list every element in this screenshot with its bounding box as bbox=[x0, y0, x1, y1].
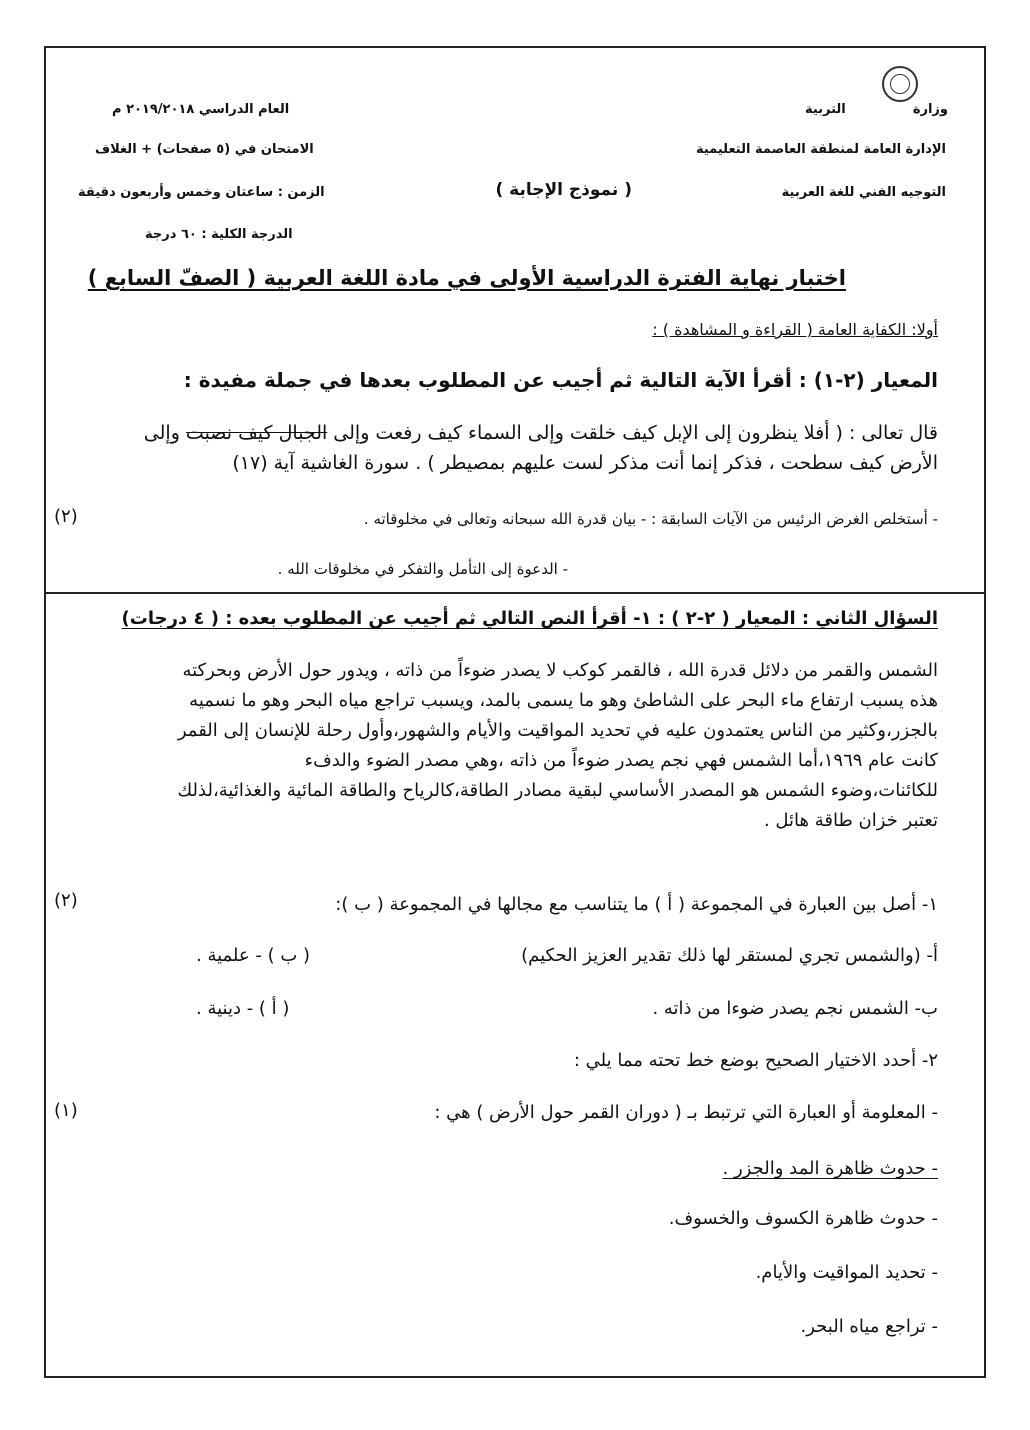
option-timings: - تحديد المواقيت والأيام. bbox=[755, 1262, 938, 1283]
exam-title: اختبار نهاية الفترة الدراسية الأولى في مادة اللغة العربية ( الصفّ السابع ) bbox=[87, 266, 846, 290]
verse-line-1-struck: الجبال كيف نصبت bbox=[185, 422, 328, 444]
section-divider bbox=[44, 592, 986, 594]
passage-line: الشمس والقمر من دلائل قدرة الله ، فالقمر كوكب لا يصدر ضوءاً من ذاته ، ويدور حول الأرض وبحركته bbox=[182, 660, 938, 681]
supervision-label: التوجيه الفني للغة العربية bbox=[781, 185, 946, 200]
option-eclipse: - حدوث ظاهرة الكسوف والخسوف. bbox=[668, 1208, 938, 1229]
verse-line-2: الأرض كيف سطحت ، فذكر إنما أنت مذكر لست عليهم بمصيطر ) . سورة الغاشية آية (١٧) bbox=[232, 452, 938, 474]
verse-line-1 bbox=[144, 422, 938, 444]
match-a-statement: أ- (والشمس تجري لمستقر لها ذلك تقدير العزيز الحكيم) bbox=[521, 945, 938, 966]
section-two-heading: السؤال الثاني : المعيار ( ٢-٢ ) : ١- أقرأ النص التالي ثم أجيب عن المطلوب بعده : ( ٤ درجات) bbox=[121, 608, 938, 629]
question-main-purpose: - أستخلص الغرض الرئيس من الآيات السابقة : - بيان قدرة الله سبحانه وتعالى في مخلوقاته . bbox=[363, 510, 938, 528]
match-b-answer: ( أ ) - دينية . bbox=[196, 998, 290, 1019]
question-choose-correct: ٢- أحدد الاختيار الصحيح بوضع خط تحته مما يلي : bbox=[573, 1050, 938, 1071]
directorate-label: الإدارة العامة لمنطقة العاصمة التعليمية bbox=[695, 142, 946, 157]
criterion-1-2: المعيار (٢-١) : أقرأ الآية التالية ثم أجيب عن المطلوب بعدها في جملة مفيدة : bbox=[183, 368, 938, 392]
option-tides: - حدوث ظاهرة المد والجزر . bbox=[722, 1158, 938, 1179]
marks-choice: (١) bbox=[54, 1100, 78, 1121]
question-moon-orbit: - المعلومة أو العبارة التي ترتبط بـ ( دوران القمر حول الأرض ) هي : bbox=[434, 1102, 938, 1123]
match-b-statement: ب- الشمس نجم يصدر ضوءا من ذاته . bbox=[652, 998, 938, 1019]
answer-model-label: ( نموذج الإجابة ) bbox=[495, 180, 632, 200]
ministry-seal-icon bbox=[882, 66, 918, 102]
passage-line: بالجزر،وكثير من الناس يعتمدون عليه في تحديد المواقيت والأيام والشهور،وأول رحلة للإنسان إلى القمر bbox=[177, 720, 938, 741]
answer-reflection: - الدعوة إلى التأمل والتفكر في مخلوقات الله . bbox=[277, 560, 568, 578]
total-score: الدرجة الكلية : ٦٠ درجة bbox=[145, 227, 293, 242]
academic-year: العام الدراسي ٢٠١٩/٢٠١٨ م bbox=[112, 102, 290, 117]
passage-line: هذه يسبب ارتفاع ماء البحر على الشاطئ وهو ما يسمى بالمد، ويسبب تراجع مياه البحر وهو ما نسميه bbox=[189, 690, 938, 711]
exam-duration: الزمن : ساعتان وخمس وأربعون دقيقة bbox=[78, 185, 325, 200]
ministry-sub-text: التربية bbox=[804, 102, 846, 117]
verse-line-1-end: وإلى bbox=[143, 422, 186, 444]
exam-pages: الامتحان في (٥ صفحات) + الغلاف bbox=[95, 142, 314, 157]
option-sea-recede: - تراجع مياه البحر. bbox=[800, 1316, 938, 1337]
ministry-label bbox=[805, 102, 948, 117]
passage-line: كانت عام ١٩٦٩،أما الشمس فهي نجم يصدر ضوءاً من ذاته ،وهي مصدر الضوء والدفء bbox=[304, 750, 938, 771]
match-a-answer: ( ب ) - علمية . bbox=[196, 945, 311, 966]
ministry-text: وزارة bbox=[912, 102, 948, 117]
passage-line: للكائنات،وضوء الشمس هو المصدر الأساسي لبقية مصادر الطاقة،كالرياح والطاقة المائية والغذائية،لذلك bbox=[177, 780, 938, 801]
marks-section-one: (٢) bbox=[54, 506, 78, 527]
verse-line-1-start: قال تعالى : ( أفلا ينظرون إلى الإبل كيف خلقت وإلى السماء كيف رفعت وإلى bbox=[327, 422, 938, 444]
question-matching: ١- أصل بين العبارة في المجموعة ( أ ) ما يتناسب مع مجالها في المجموعة ( ب ): bbox=[335, 894, 938, 915]
reading-passage bbox=[48, 656, 938, 836]
section-one-heading: أولا: الكفاية العامة ( القراءة و المشاهدة ) : bbox=[652, 320, 938, 339]
passage-line: تعتبر خزان طاقة هائل . bbox=[763, 810, 938, 831]
marks-matching: (٢) bbox=[54, 890, 78, 911]
